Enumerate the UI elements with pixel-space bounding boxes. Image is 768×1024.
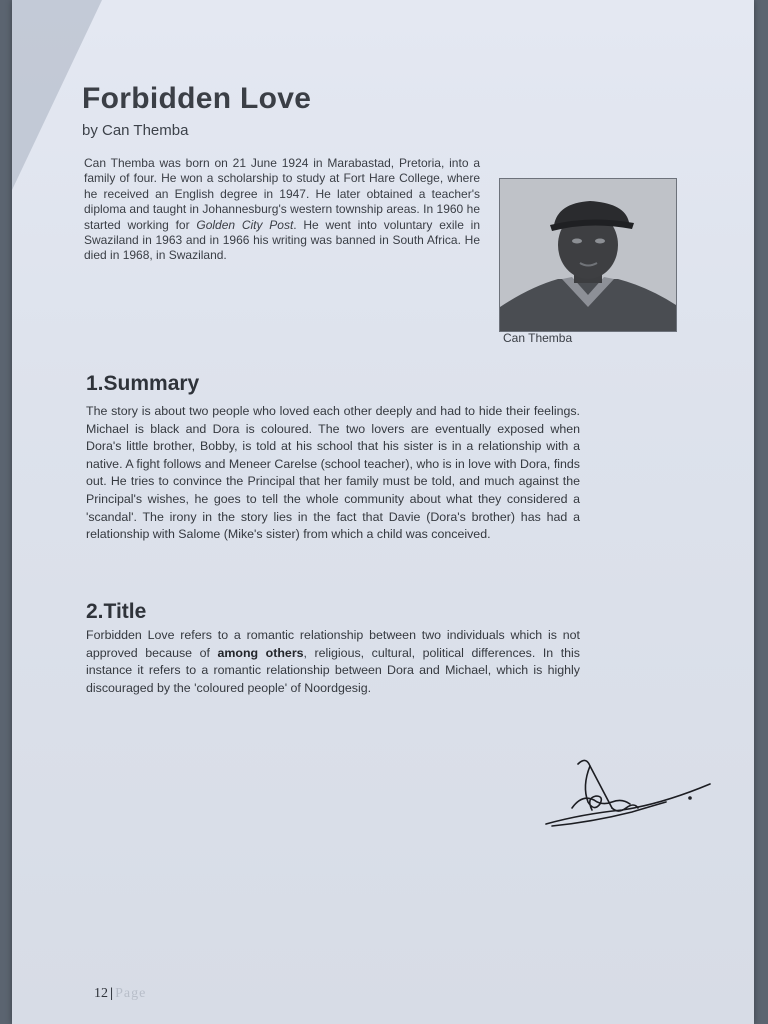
- summary-heading: 1.Summary: [86, 372, 200, 395]
- title-text-after: , religious, cultural, political differences. In this instance it refers to a romantic relationship between Dora and Michael, which is highly discouraged by the 'coloured people' of Noordgesig.: [86, 645, 580, 695]
- author-line: by Can Themba: [82, 122, 189, 139]
- photo-caption: Can Themba: [503, 331, 573, 345]
- handwritten-signature: [542, 752, 712, 836]
- author-biography: [84, 156, 480, 264]
- page-word: Page: [115, 986, 147, 1001]
- bio-publication-name: Golden City Post: [196, 217, 294, 232]
- page-separator: |: [110, 986, 114, 1001]
- title-text-bold: among others: [217, 645, 304, 660]
- page-number: 12: [94, 986, 108, 1001]
- bio-text-part2: . He went into voluntary exile in Swaziland in 1963 and in 1966 his writing was banned in South Africa. He died in 1968, in Swaziland.: [84, 217, 480, 263]
- title-paragraph: [86, 627, 580, 697]
- summary-text: The story is about two people who loved each other deeply and had to hide their feelings. Michael is black and Dora is coloured. The two lovers are eventually exposed when Dora's little brother, Bobby, is told at his school that his sister is in a relationship with a native. A fight follows and Meneer Carelse (school teacher), who is in love with Dora, finds out. He tries to convince the Principal that her family must be told, and much against the Principal's wishes, he goes to tell the whole community about what they considered a 'scandal'. The irony in the story lies in the fact that Davie (Dora's brother) has had a relationship with Salome (Mike's sister) from which a child was conceived.: [86, 404, 580, 542]
- author-photo: [499, 178, 677, 332]
- page-footer: [94, 986, 146, 1002]
- title-heading: 2.Title: [86, 600, 147, 623]
- document-title: Forbidden Love: [82, 82, 312, 115]
- document-page: [12, 0, 754, 1024]
- title-text-before: Forbidden Love refers to a romantic relationship between two individuals which is not approved because of: [86, 628, 580, 660]
- bio-text-part1: Can Themba was born on 21 June 1924 in Marabastad, Pretoria, into a family of four. He won a scholarship to study at Fort Hare College, where he received an English degree in 1947. He later obtained a teacher's diploma and taught in Johannesburg's western township areas. In 1960 he started working for: [84, 156, 480, 232]
- summary-paragraph: [86, 403, 580, 544]
